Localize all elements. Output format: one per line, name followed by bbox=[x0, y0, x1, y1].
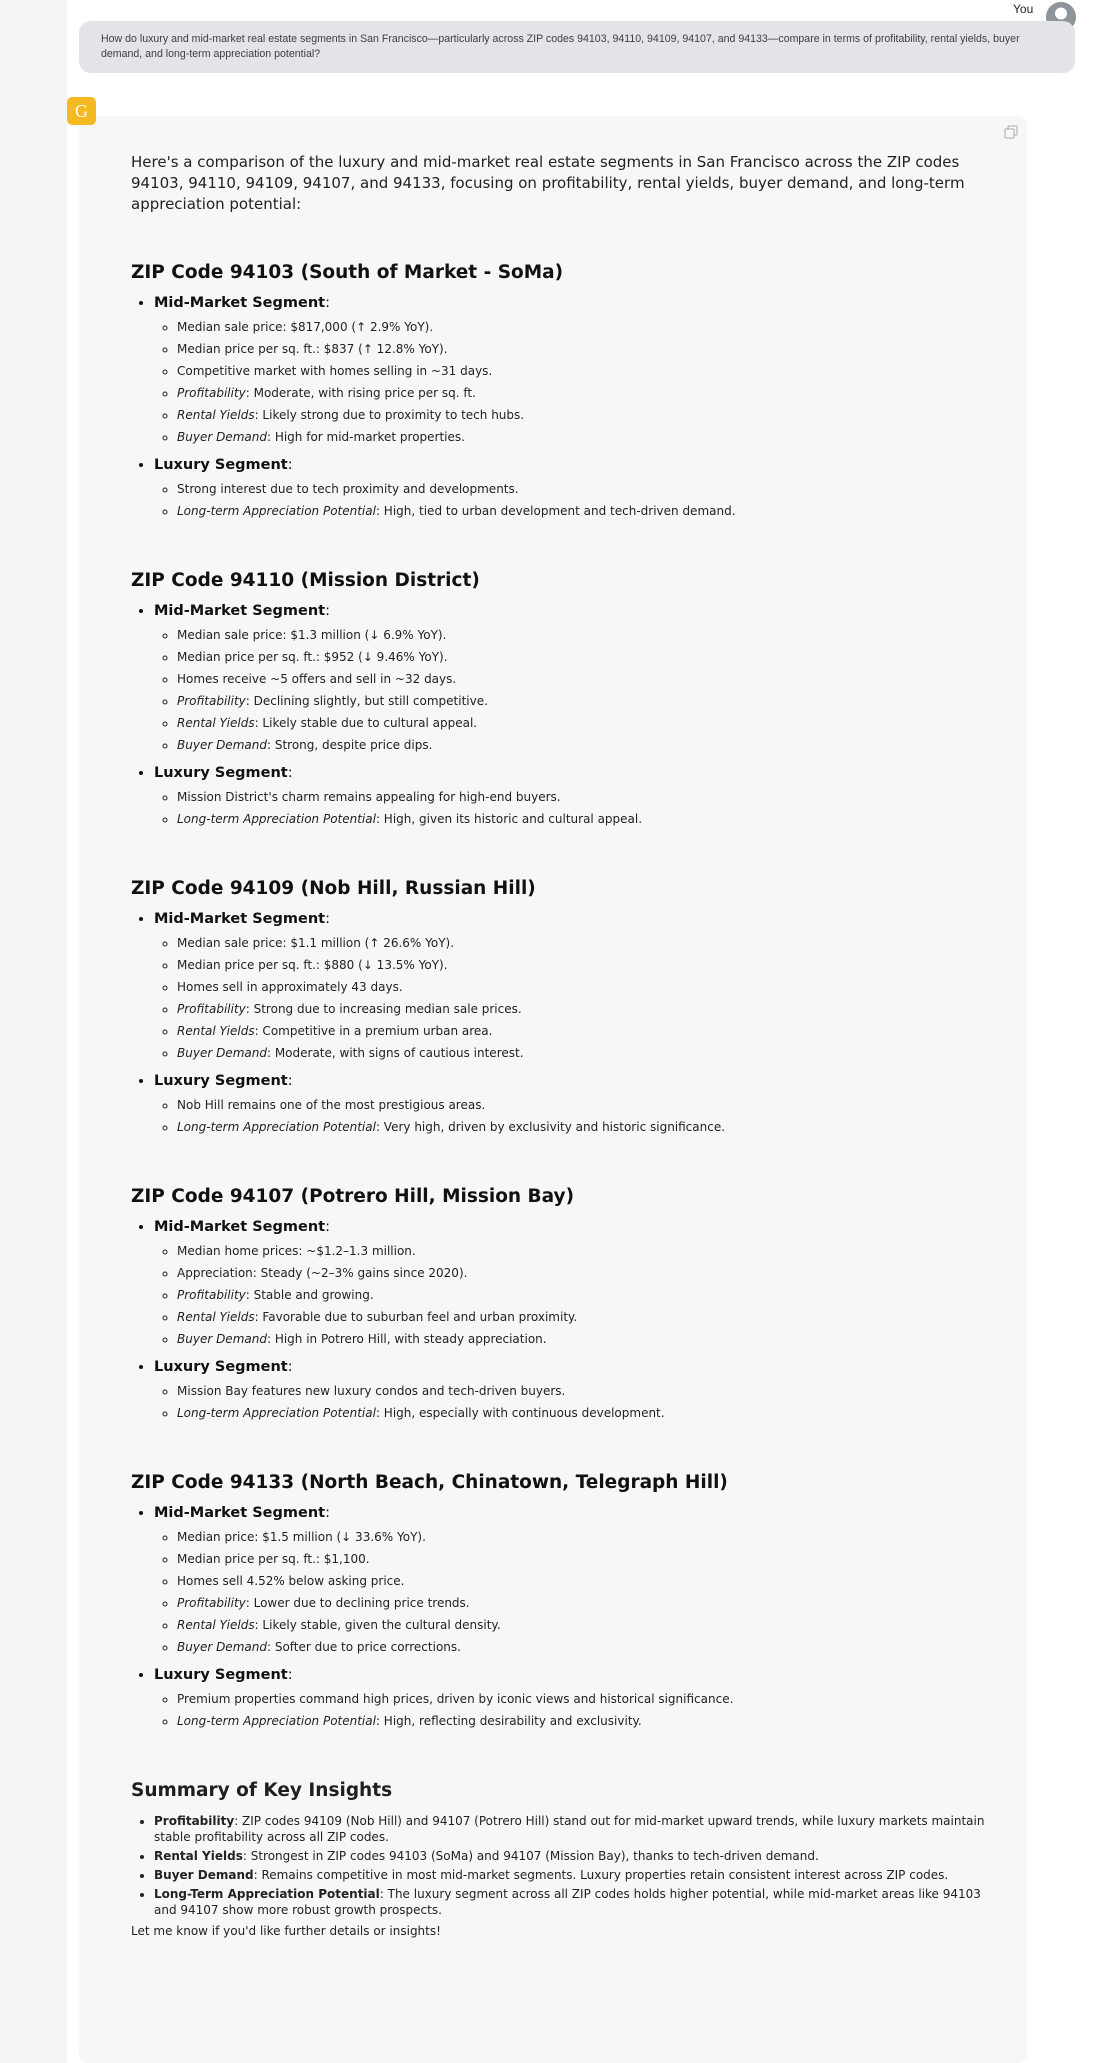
detail-text: : High for mid-market properties. bbox=[266, 430, 465, 444]
segment-colon: : bbox=[287, 1667, 293, 1683]
segment-colon: : bbox=[287, 1073, 293, 1089]
detail-text: Homes sell in approximately 43 days. bbox=[177, 980, 403, 994]
summary-text: : Remains competitive in most mid-market segments. Luxury properties retain consistent interest across ZIP codes. bbox=[253, 1868, 949, 1882]
zip-heading: ZIP Code 94110 (Mission District) bbox=[131, 570, 480, 591]
detail-text: Nob Hill remains one of the most prestigious areas. bbox=[177, 1098, 486, 1112]
segment-list bbox=[131, 1219, 1001, 1427]
detail-label: Rental Yields bbox=[177, 716, 255, 730]
detail-text: : Likely stable, given the cultural density. bbox=[254, 1618, 501, 1632]
segment-details bbox=[154, 1097, 1001, 1141]
segment-title: Mid-Market Segment bbox=[154, 295, 326, 311]
detail-item bbox=[177, 935, 1001, 957]
copy-icon[interactable] bbox=[1004, 124, 1018, 138]
zip-heading: ZIP Code 94107 (Potrero Hill, Mission Bay) bbox=[131, 1186, 575, 1207]
detail-item bbox=[177, 649, 1001, 671]
segment-title: Luxury Segment bbox=[154, 1359, 288, 1375]
segment-colon: : bbox=[325, 1219, 330, 1235]
detail-label: Profitability bbox=[177, 694, 246, 708]
detail-text: : High, reflecting desirability and exclusivity. bbox=[375, 1714, 642, 1728]
detail-label: Long-term Appreciation Potential bbox=[177, 1406, 376, 1420]
assistant-logo-icon bbox=[67, 97, 96, 125]
detail-item bbox=[177, 1595, 1001, 1617]
summary-section bbox=[131, 1780, 1001, 1938]
segment bbox=[154, 1073, 1001, 1141]
zip-section bbox=[131, 570, 1001, 833]
zip-heading: ZIP Code 94109 (Nob Hill, Russian Hill) bbox=[131, 878, 536, 899]
detail-item bbox=[177, 1691, 1001, 1713]
detail-item bbox=[177, 1551, 1001, 1573]
detail-text: Median sale price: $1.1 million (↑ 26.6% YoY). bbox=[177, 936, 455, 950]
detail-label: Buyer Demand bbox=[177, 430, 267, 444]
segment-details bbox=[154, 1383, 1001, 1427]
detail-item bbox=[177, 319, 1001, 341]
segment bbox=[154, 603, 1001, 759]
detail-item bbox=[177, 1309, 1001, 1331]
detail-item bbox=[177, 1331, 1001, 1353]
summary-text: : ZIP codes 94109 (Nob Hill) and 94107 (Potrero Hill) stand out for mid-market upward trends, while luxury markets maintain stable profitability across all ZIP codes. bbox=[154, 1814, 985, 1844]
left-sidebar bbox=[0, 0, 67, 2063]
segment-title: Mid-Market Segment bbox=[154, 603, 326, 619]
detail-label: Rental Yields bbox=[177, 408, 255, 422]
detail-item bbox=[177, 1617, 1001, 1639]
detail-text: : Softer due to price corrections. bbox=[266, 1640, 461, 1654]
detail-item bbox=[177, 1045, 1001, 1067]
detail-text: Median price per sq. ft.: $837 (↑ 12.8% YoY). bbox=[177, 342, 448, 356]
summary-item bbox=[154, 1886, 1001, 1918]
detail-text: : High, given its historic and cultural appeal. bbox=[375, 812, 643, 826]
detail-item bbox=[177, 789, 1001, 811]
summary-label: Buyer Demand bbox=[154, 1868, 254, 1882]
detail-item bbox=[177, 341, 1001, 363]
zip-section bbox=[131, 1186, 1001, 1427]
segment-details bbox=[154, 481, 1001, 525]
segment bbox=[154, 295, 1001, 451]
segment-colon: : bbox=[325, 603, 330, 619]
detail-item bbox=[177, 1023, 1001, 1045]
detail-text: : Moderate, with rising price per sq. ft. bbox=[245, 386, 476, 400]
detail-text: : Likely strong due to proximity to tech hubs. bbox=[254, 408, 525, 422]
detail-item bbox=[177, 1713, 1001, 1735]
detail-label: Buyer Demand bbox=[177, 1332, 267, 1346]
segment-details bbox=[154, 1243, 1001, 1353]
detail-item bbox=[177, 811, 1001, 833]
detail-label: Rental Yields bbox=[177, 1618, 255, 1632]
summary-item bbox=[154, 1848, 1001, 1864]
user-name: You bbox=[1013, 2, 1034, 16]
segment bbox=[154, 1359, 1001, 1427]
detail-text: Median sale price: $817,000 (↑ 2.9% YoY). bbox=[177, 320, 434, 334]
detail-item bbox=[177, 671, 1001, 693]
detail-item bbox=[177, 1097, 1001, 1119]
detail-text: : Very high, driven by exclusivity and historic significance. bbox=[375, 1120, 726, 1134]
detail-label: Long-term Appreciation Potential bbox=[177, 812, 376, 826]
summary-item bbox=[154, 1813, 1001, 1845]
detail-item bbox=[177, 979, 1001, 1001]
detail-text: : Moderate, with signs of cautious interest. bbox=[266, 1046, 524, 1060]
segment bbox=[154, 1505, 1001, 1661]
segment-details bbox=[154, 319, 1001, 451]
detail-item bbox=[177, 1001, 1001, 1023]
detail-label: Long-term Appreciation Potential bbox=[177, 1714, 376, 1728]
assistant-logo-letter: G bbox=[75, 100, 88, 121]
detail-item bbox=[177, 1405, 1001, 1427]
detail-text: : Declining slightly, but still competitive. bbox=[245, 694, 488, 708]
detail-label: Profitability bbox=[177, 386, 246, 400]
response-content bbox=[131, 152, 1001, 1938]
summary-list bbox=[131, 1813, 1001, 1918]
zip-section bbox=[131, 1472, 1001, 1735]
detail-text: Median price per sq. ft.: $952 (↓ 9.46% YoY). bbox=[177, 650, 448, 664]
detail-text: : Lower due to declining price trends. bbox=[245, 1596, 470, 1610]
detail-label: Profitability bbox=[177, 1288, 246, 1302]
detail-label: Profitability bbox=[177, 1596, 246, 1610]
segment-details bbox=[154, 789, 1001, 833]
segment bbox=[154, 457, 1001, 525]
detail-label: Rental Yields bbox=[177, 1024, 255, 1038]
detail-item bbox=[177, 429, 1001, 451]
detail-item bbox=[177, 481, 1001, 503]
zip-section bbox=[131, 878, 1001, 1141]
segment-details bbox=[154, 935, 1001, 1067]
detail-text: Median price per sq. ft.: $880 (↓ 13.5% YoY). bbox=[177, 958, 448, 972]
summary-label: Rental Yields bbox=[154, 1849, 243, 1863]
segment-details bbox=[154, 1691, 1001, 1735]
detail-item bbox=[177, 1383, 1001, 1405]
detail-text: Strong interest due to tech proximity and developments. bbox=[177, 482, 519, 496]
detail-text: : High, tied to urban development and tech-driven demand. bbox=[375, 504, 736, 518]
detail-text: Median price: $1.5 million (↓ 33.6% YoY). bbox=[177, 1530, 426, 1544]
detail-label: Buyer Demand bbox=[177, 738, 267, 752]
segment-title: Luxury Segment bbox=[154, 1073, 288, 1089]
detail-item bbox=[177, 363, 1001, 385]
segment-title: Luxury Segment bbox=[154, 1667, 288, 1683]
detail-item bbox=[177, 1639, 1001, 1661]
segment-colon: : bbox=[287, 457, 293, 473]
zip-heading: ZIP Code 94133 (North Beach, Chinatown, Telegraph Hill) bbox=[131, 1472, 728, 1493]
detail-label: Buyer Demand bbox=[177, 1640, 267, 1654]
detail-text: Mission District's charm remains appealing for high-end buyers. bbox=[177, 790, 561, 804]
segment-title: Mid-Market Segment bbox=[154, 911, 326, 927]
segment bbox=[154, 1667, 1001, 1735]
segment bbox=[154, 765, 1001, 833]
segment bbox=[154, 1219, 1001, 1353]
detail-item bbox=[177, 1265, 1001, 1287]
detail-text: Homes sell 4.52% below asking price. bbox=[177, 1574, 405, 1588]
detail-item bbox=[177, 503, 1001, 525]
detail-item bbox=[177, 693, 1001, 715]
detail-item bbox=[177, 1119, 1001, 1141]
detail-label: Rental Yields bbox=[177, 1310, 255, 1324]
summary-label: Long-Term Appreciation Potential bbox=[154, 1887, 380, 1901]
segment-list bbox=[131, 295, 1001, 525]
segment-list bbox=[131, 603, 1001, 833]
detail-item bbox=[177, 385, 1001, 407]
detail-text: Competitive market with homes selling in ~31 days. bbox=[177, 364, 493, 378]
detail-text: : Competitive in a premium urban area. bbox=[254, 1024, 493, 1038]
detail-item bbox=[177, 715, 1001, 737]
detail-text: : Strong, despite price dips. bbox=[266, 738, 433, 752]
zip-sections bbox=[131, 262, 1001, 1735]
detail-text: : Strong due to increasing median sale prices. bbox=[245, 1002, 522, 1016]
segment-title: Mid-Market Segment bbox=[154, 1219, 326, 1235]
detail-item bbox=[177, 737, 1001, 759]
detail-text: Mission Bay features new luxury condos and tech-driven buyers. bbox=[177, 1384, 566, 1398]
summary-text: : The luxury segment across all ZIP codes holds higher potential, while mid-market areas like 94103 and 94107 show more robust growth prospects. bbox=[154, 1887, 981, 1917]
segment-colon: : bbox=[325, 911, 330, 927]
detail-item bbox=[177, 957, 1001, 979]
segment-title: Luxury Segment bbox=[154, 457, 288, 473]
detail-item bbox=[177, 1287, 1001, 1309]
detail-item bbox=[177, 1529, 1001, 1551]
segment bbox=[154, 911, 1001, 1067]
detail-label: Long-term Appreciation Potential bbox=[177, 1120, 376, 1134]
detail-text: : Likely stable due to cultural appeal. bbox=[254, 716, 478, 730]
user-message bbox=[79, 21, 1075, 73]
detail-text: Median home prices: ~$1.2–1.3 million. bbox=[177, 1244, 416, 1258]
segment-list bbox=[131, 1505, 1001, 1735]
detail-text: Premium properties command high prices, driven by iconic views and historical significance. bbox=[177, 1692, 734, 1706]
detail-text: : High in Potrero Hill, with steady appreciation. bbox=[266, 1332, 547, 1346]
user-question-text: How do luxury and mid-market real estate segments in San Francisco—particularly across ZIP codes 94103, 94110, 94109, 94107, and 94133—compare in terms of profitability, rental yields, buyer demand, and long-term appreciation potential? bbox=[101, 33, 1020, 60]
detail-text: Homes receive ~5 offers and sell in ~32 days. bbox=[177, 672, 457, 686]
detail-label: Buyer Demand bbox=[177, 1046, 267, 1060]
detail-item bbox=[177, 1573, 1001, 1595]
summary-label: Profitability bbox=[154, 1814, 235, 1828]
zip-heading: ZIP Code 94103 (South of Market - SoMa) bbox=[131, 262, 564, 283]
detail-text: : High, especially with continuous development. bbox=[375, 1406, 665, 1420]
detail-item bbox=[177, 407, 1001, 429]
segment-colon: : bbox=[325, 1505, 330, 1521]
segment-colon: : bbox=[325, 295, 330, 311]
summary-heading: Summary of Key Insights bbox=[131, 1780, 393, 1801]
detail-item bbox=[177, 1243, 1001, 1265]
detail-label: Long-term Appreciation Potential bbox=[177, 504, 376, 518]
segment-list bbox=[131, 911, 1001, 1141]
detail-text: : Favorable due to suburban feel and urban proximity. bbox=[254, 1310, 578, 1324]
zip-section bbox=[131, 262, 1001, 525]
detail-text: Appreciation: Steady (~2–3% gains since 2020). bbox=[177, 1266, 468, 1280]
response-intro: Here's a comparison of the luxury and mid-market real estate segments in San Francisco across the ZIP codes 94103, 94110, 94109, 94107, and 94133, focusing on profitability, rental yields, buyer demand, and long-term appreciation potential: bbox=[131, 153, 965, 213]
summary-text: : Strongest in ZIP codes 94103 (SoMa) and 94107 (Mission Bay), thanks to tech-driven demand. bbox=[242, 1849, 819, 1863]
segment-details bbox=[154, 627, 1001, 759]
detail-text: Median sale price: $1.3 million (↓ 6.9% YoY). bbox=[177, 628, 447, 642]
detail-text: Median price per sq. ft.: $1,100. bbox=[177, 1552, 370, 1566]
segment-details bbox=[154, 1529, 1001, 1661]
detail-label: Profitability bbox=[177, 1002, 246, 1016]
closing-text: Let me know if you'd like further details or insights! bbox=[131, 1924, 441, 1938]
segment-title: Luxury Segment bbox=[154, 765, 288, 781]
segment-title: Mid-Market Segment bbox=[154, 1505, 326, 1521]
detail-text: : Stable and growing. bbox=[245, 1288, 374, 1302]
detail-item bbox=[177, 627, 1001, 649]
summary-item bbox=[154, 1867, 1001, 1883]
segment-colon: : bbox=[287, 1359, 293, 1375]
segment-colon: : bbox=[287, 765, 293, 781]
